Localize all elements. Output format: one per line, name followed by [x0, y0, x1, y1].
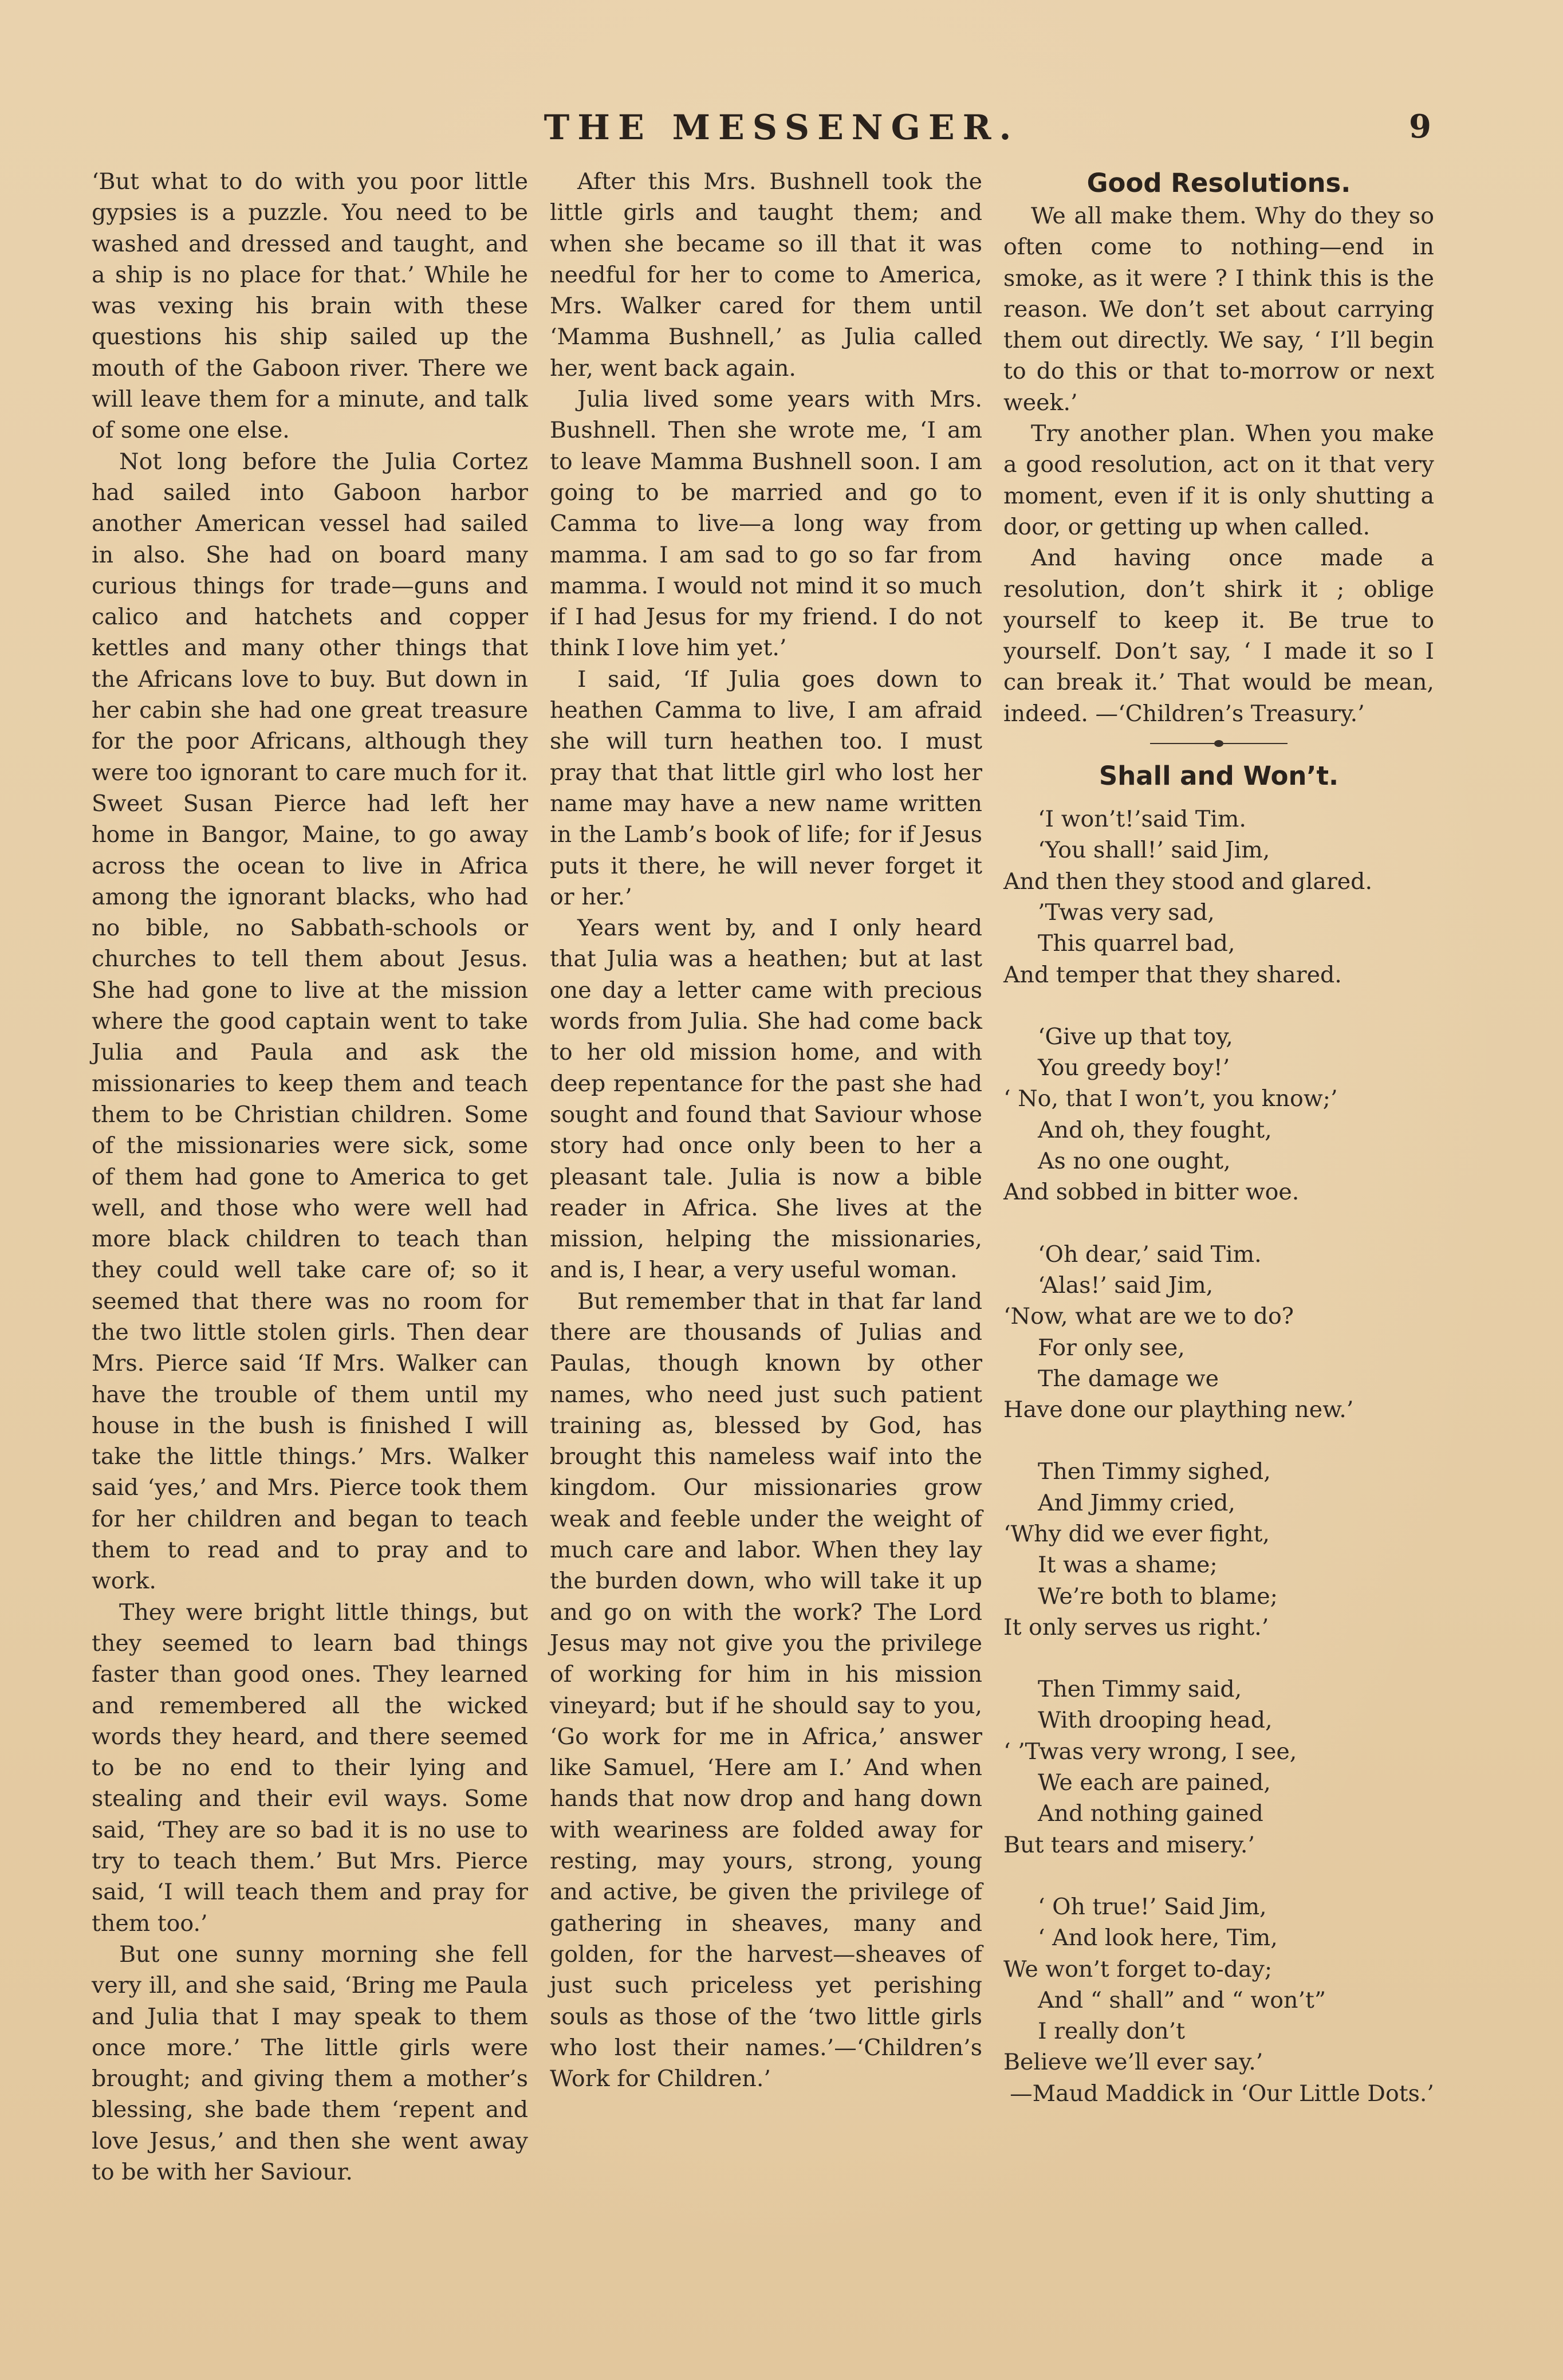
column-1 — [92, 166, 528, 2188]
paragraph: After this Mrs. Bushnell took the little girls and taught them; and when she became so ill that it was needful for her to come to America, Mrs. Walker cared for them until ‘Mamma Bushnell,’ as Julia called her, went back again. — [550, 168, 982, 381]
poem-line: Have done our plaything new.’ — [1003, 1396, 1354, 1423]
poem-line: With drooping head, — [1038, 1707, 1273, 1734]
paragraph: Years went by, and I only heard that Julia was a heathen; but at last one day a letter came with precious words from Julia. She had come back to her old mission home, and with deep repentance for the past she had sought and found that Saviour whose story had once only been to her a pleasant tale. Julia is now a bible reader in Africa. She lives at the mission, helping the missionaries, and is, I hear, a very useful woman. — [550, 915, 982, 1284]
poem-line: It was a shame; — [1038, 1552, 1218, 1579]
poem-line: As no one ought, — [1038, 1148, 1231, 1175]
poem-stanza — [1003, 1891, 1434, 2078]
poem-line: And “ shall” and “ won’t” — [1038, 1986, 1326, 2013]
paragraph: They were bright little things, but they seemed to learn bad things faster than good ones. They learned and remembered all the wicked words they heard, and there seemed to be no end to their lying and stealing and their evil ways. Some said, ‘They are so bad it is no use to try to teach them.’ But Mrs. Pierce said, ‘I will teach them and pray for them too.’ — [92, 1599, 528, 1937]
poem-line: Then Timmy sighed, — [1038, 1458, 1271, 1485]
poem-line: We won’t forget to-day; — [1003, 1956, 1273, 1982]
poem-line: It only serves us right.’ — [1003, 1614, 1269, 1641]
poem-line: And then they stood and glared. — [1003, 868, 1372, 895]
poem-stanza — [1003, 1021, 1434, 1208]
poem-line: We’re both to blame; — [1038, 1583, 1278, 1610]
poem — [1003, 804, 1434, 2109]
paragraph: Try another plan. When you make a good resolution, act on it that very moment, even if it is only shutting a door, or getting up when called. — [1003, 420, 1434, 540]
poem-line: But tears and misery.’ — [1003, 1831, 1255, 1858]
poem-stanza — [1003, 1674, 1434, 1860]
page-number: 9 — [1409, 108, 1431, 145]
poem-stanza — [1003, 1239, 1434, 1426]
poem-line: ‘ And look here, Tim, — [1038, 1925, 1278, 1952]
poem-line: For only see, — [1038, 1334, 1185, 1361]
paragraph: Julia lived some years with Mrs. Bushnell. Then she wrote me, ‘I am to leave Mamma Bushnell soon. I am going to be married and go to Camma to live—a long way from mamma. I am sad to go so far from mamma. I would not mind it so much if I had Jesus for my friend. I do not think I love him yet.’ — [550, 386, 982, 662]
paragraph: But one sunny morning she fell very ill, and she said, ‘Bring me Paula and Julia that I may speak to them once more.’ The little girls were brought; and giving them a mother’s blessing, she bade them ‘repent and love Jesus,’ and then she went away to be with her Saviour. — [92, 1941, 528, 2185]
column-2 — [550, 166, 982, 2094]
poem-line: ‘ Oh true!’ Said Jim, — [1038, 1893, 1267, 1920]
poem-stanza — [1003, 1456, 1434, 1643]
paragraph: Not long before the Julia Cortez had sailed into Gaboon harbor another American vessel had sailed in also. She had on board many curious things for trade—guns and calico and hatchets and copper kettles and many other things that the Africans love to buy. But down in her cabin she had one great treasure for the poor Africans, although they were too ignorant to care much for it. Sweet Susan Pierce had left her home in Bangor, Maine, to go away across the ocean to live in Africa among the ignorant blacks, who had no bible, no Sabbath-schools or churches to tell them about Jesus. She had gone to live at the mission where the good captain went to take Julia and Paula and ask the missionaries to keep them and teach them to be Christian children. Some of the missionaries were sick, some of them had gone to America to get well, and those who were well had more black children to teach than they could well take care of; so it seemed that there was no room for the two little stolen girls. Then dear Mrs. Pierce said ‘If Mrs. Walker can have the trouble of them until my house in the bush is finished I will take the little things.’ Mrs. Walker said ‘yes,’ and Mrs. Pierce took them for her children and began to teach them to read and to pray and to work. — [92, 448, 528, 1595]
poem-line: Then Timmy said, — [1038, 1676, 1242, 1703]
paragraph: But remember that in that far land there are thousands of Julias and Paulas, though known by other names, who need just such patient training as, blessed by God, has brought this nameless waif into the kingdom. Our missionaries grow weak and feeble under the weight of much care and labor. When they lay the burden down, who will take it up and go on with the work? The Lord Jesus may not give you the privilege of working for him in his mission vineyard; but if he should say to you, ‘Go work for me in Africa,’ answer like Samuel, ‘Here am I.’ And when hands that now drop and hang down with weariness are folded away for resting, may yours, strong, young and active, be given the privilege of gathering in sheaves, many and golden, for the harvest—sheaves of just such priceless yet perishing souls as those of the ‘two little girls who lost their names.’—‘Children’s Work for Children.’ — [550, 1288, 982, 2092]
poem-line: This quarrel bad, — [1038, 930, 1235, 957]
poem-line: And temper that they shared. — [1003, 961, 1342, 988]
poem-line: And oh, they fought, — [1038, 1116, 1272, 1143]
column-3 — [1003, 166, 1434, 2109]
poem-line: ‘ No, that I won’t, you know;’ — [1003, 1085, 1338, 1112]
poem-line: And sobbed in bitter woe. — [1003, 1179, 1300, 1206]
poem-line: We each are pained, — [1038, 1769, 1271, 1796]
poem-line: ‘ ’Twas very wrong, I see, — [1003, 1738, 1297, 1765]
poem-line: ‘Oh dear,’ said Tim. — [1038, 1241, 1262, 1268]
publication-title: THE MESSENGER. — [544, 108, 1019, 148]
section-divider — [1150, 735, 1288, 752]
paragraph: And having once made a resolution, don’t shirk it ; oblige yourself to keep it. Be true to yourself. Don’t say, ‘ I made it so I can break it.’ That would be mean, indeed. —‘Children’s Treasury.’ — [1003, 545, 1434, 727]
article-heading-good-resolutions: Good Resolutions. — [1086, 168, 1351, 198]
paragraph: We all make them. Why do they so often come to nothing—end in smoke, as it were ? I think this is the reason. We don’t set about carrying them out directly. We say, ‘ I’ll begin to do this or that to-morrow or next week.’ — [1003, 203, 1434, 416]
poem-line: The damage we — [1038, 1365, 1219, 1392]
poem-line: ‘Give up that toy, — [1038, 1023, 1233, 1050]
poem-line: ‘You shall!’ said Jim, — [1038, 837, 1270, 864]
poem-line: And Jimmy cried, — [1038, 1489, 1235, 1516]
paragraph: ‘But what to do with you poor little gypsies is a puzzle. You need to be washed and dressed and taught, and a ship is no place for that.’ While he was vexing his brain with these questions his ship sailed up the mouth of the Gaboon river. There we will leave them for a minute, and talk of some one else. — [92, 168, 528, 444]
poem-credit: —Maud Maddick in ‘Our Little Dots.’ — [1010, 2080, 1434, 2107]
article-heading-shall-and-wont: Shall and Won’t. — [1099, 761, 1339, 792]
poem-line: I really don’t — [1038, 2018, 1186, 2045]
poem-line: Believe we’ll ever say.’ — [1003, 2049, 1263, 2076]
paragraph: I said, ‘If Julia goes down to heathen Camma to live, I am afraid she will turn heathen too. I must pray that that little girl who lost her name may have a new name written in the Lamb’s book of life; for if Jesus puts it there, he will never forget it or her.’ — [550, 666, 982, 910]
poem-line: You greedy boy!’ — [1038, 1055, 1230, 1081]
poem-stanza — [1003, 804, 1434, 990]
poem-line: ‘I won’t!’said Tim. — [1038, 806, 1246, 833]
poem-line: ’Twas very sad, — [1038, 899, 1215, 926]
poem-line: And nothing gained — [1038, 1800, 1263, 1827]
poem-line: ‘Alas!’ said Jim, — [1038, 1272, 1214, 1299]
page-header — [0, 108, 1563, 159]
poem-line: ‘Why did we ever fight, — [1003, 1520, 1270, 1547]
poem-line: ‘Now, what are we to do? — [1003, 1303, 1294, 1330]
